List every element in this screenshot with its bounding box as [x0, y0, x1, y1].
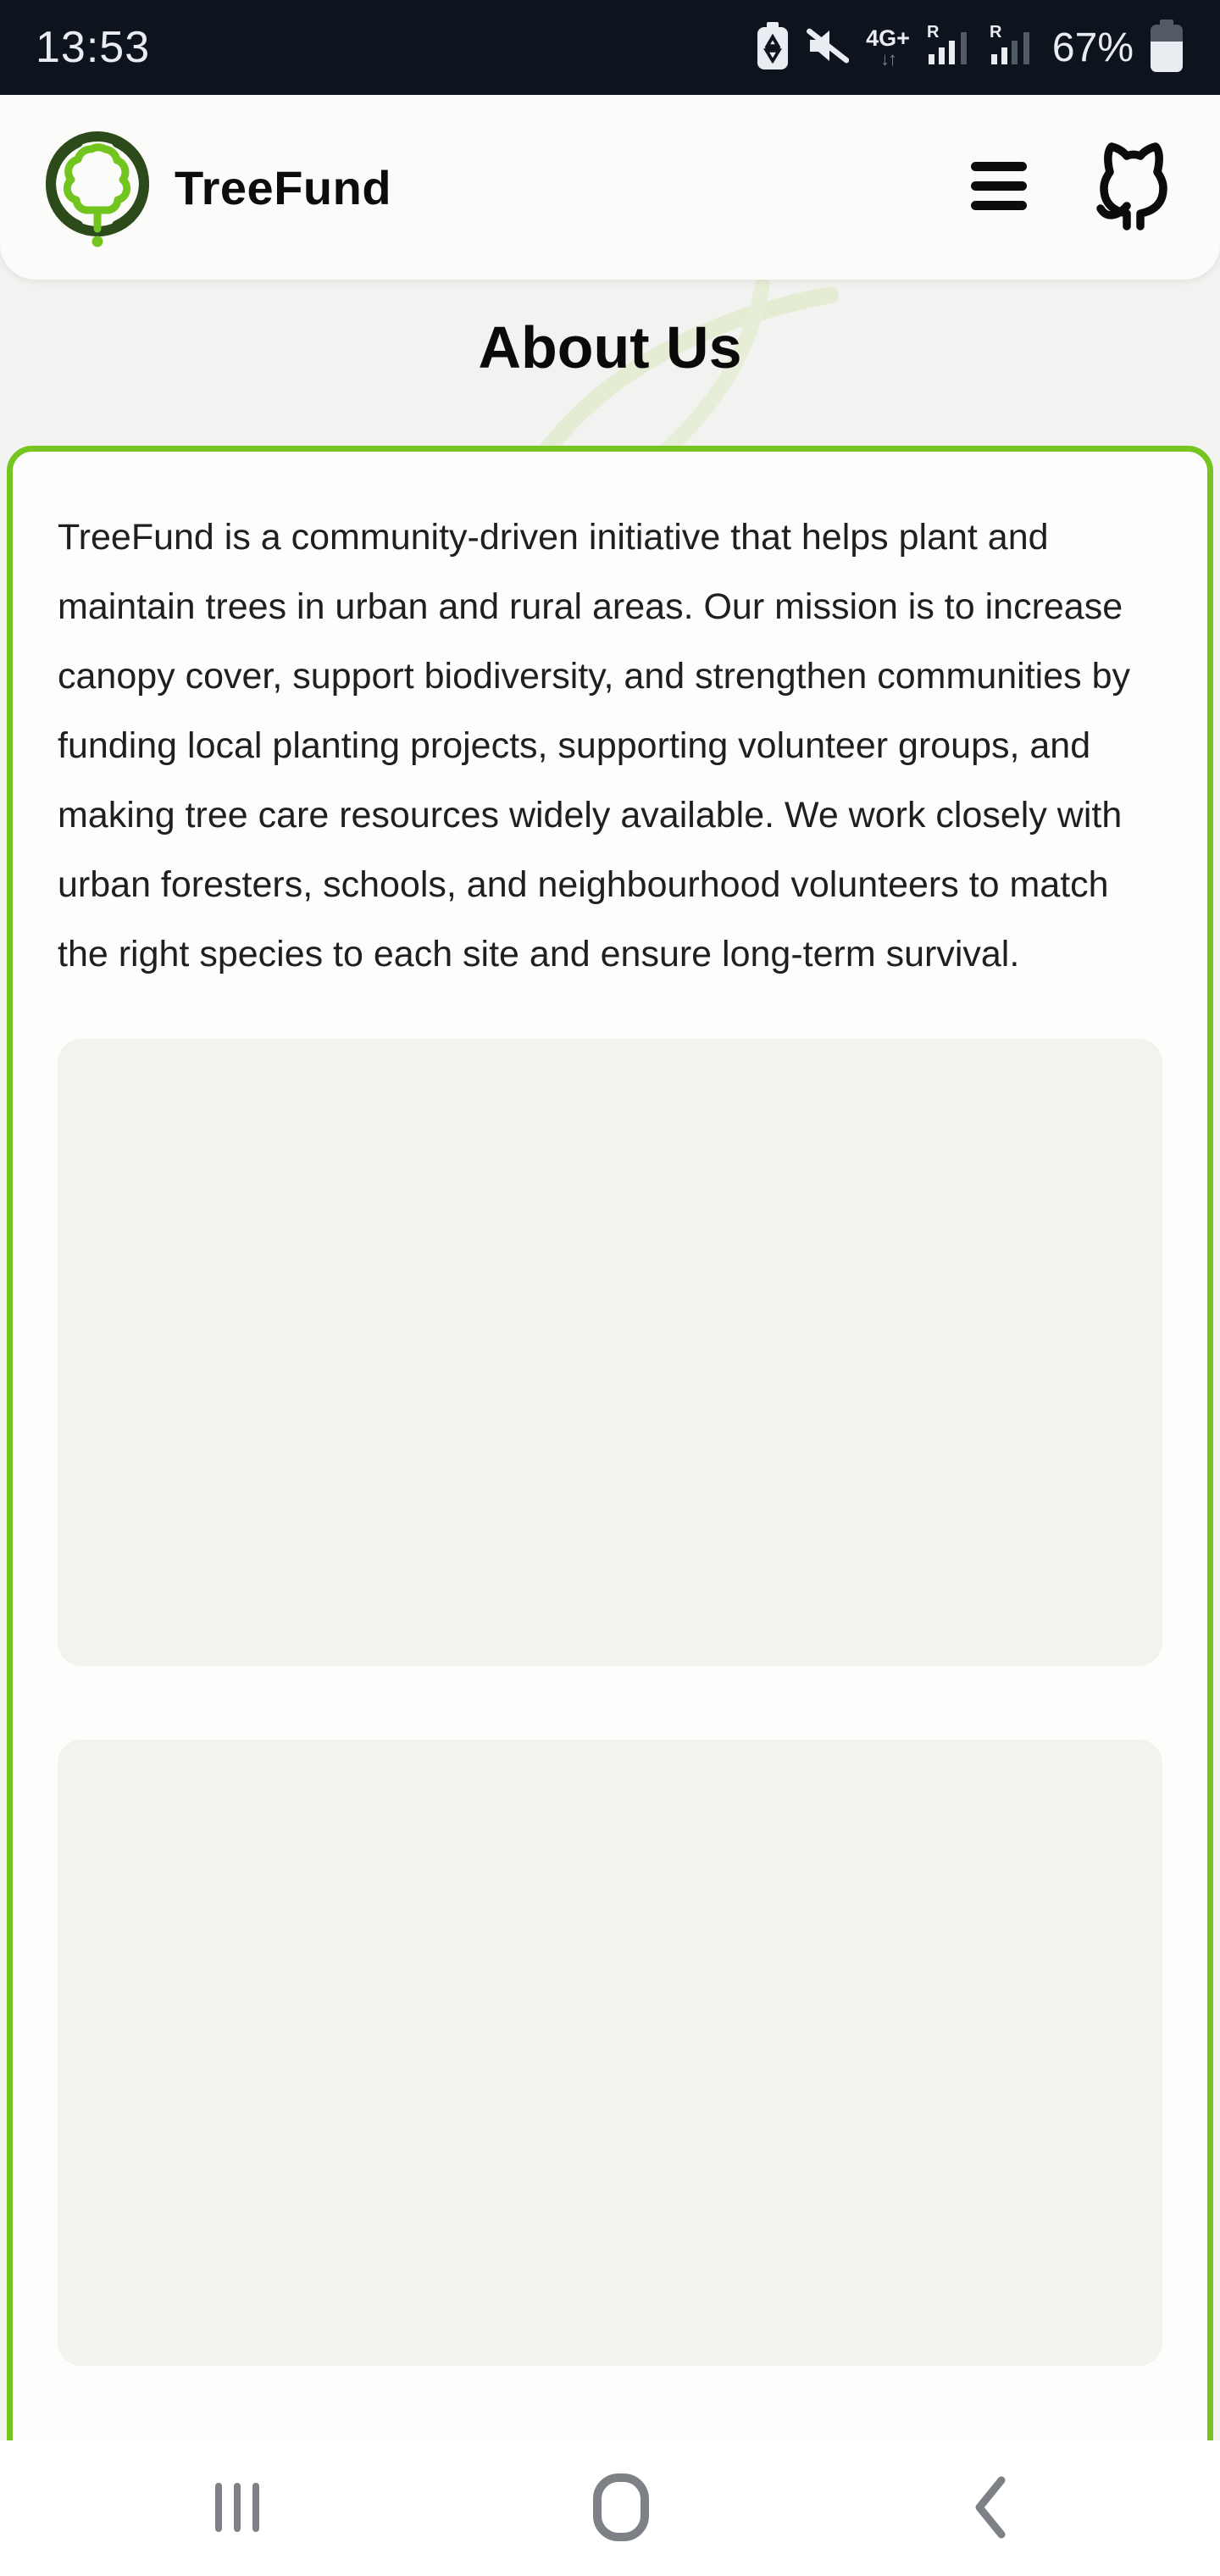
- battery-percent: 67%: [1051, 25, 1134, 70]
- svg-text:R: R: [926, 22, 940, 42]
- about-card: [7, 446, 1213, 2564]
- signal-bars-icon-2: [990, 22, 1037, 74]
- android-nav-bar: [0, 2440, 1220, 2576]
- signal-bars-icon: [927, 22, 974, 74]
- about-paragraph: TreeFund is a community-driven initiative that helps plant and maintain trees in urban and rural areas. Our mission is to increase canopy cover, support biodiversity, and strengthen communities by funding local planting projects, supporting volunteer groups, and making tree care resources widely available. We work closely with urban foresters, schools, and neighbourhood volunteers to match the right species to each site and ensure long-term survival.: [58, 517, 1130, 974]
- hamburger-menu-icon[interactable]: [971, 162, 1027, 214]
- status-bar: [0, 0, 1220, 95]
- battery-saver-icon: [756, 22, 790, 74]
- page-title: About Us: [478, 314, 742, 380]
- clock: 13:53: [36, 23, 151, 72]
- svg-text:R: R: [989, 22, 1002, 42]
- app-header: [0, 95, 1220, 280]
- back-icon[interactable]: [971, 2475, 1008, 2542]
- app-title: TreeFund: [175, 160, 392, 214]
- group-photo-2: [58, 1740, 1162, 2366]
- group-photo-1: [58, 1039, 1162, 1666]
- muted-speaker-icon: [805, 24, 849, 72]
- home-link[interactable]: [44, 122, 391, 253]
- recents-icon[interactable]: [212, 2481, 271, 2536]
- home-icon[interactable]: [593, 2473, 649, 2544]
- battery-icon: [1149, 19, 1184, 76]
- github-octocat-icon[interactable]: [1091, 139, 1176, 236]
- tree-logo-icon: [44, 122, 151, 253]
- data-arrows-icon: ↓↑: [880, 47, 896, 69]
- network-type-indicator: 4G+ ↓↑: [866, 25, 910, 69]
- status-icons: [756, 19, 1184, 76]
